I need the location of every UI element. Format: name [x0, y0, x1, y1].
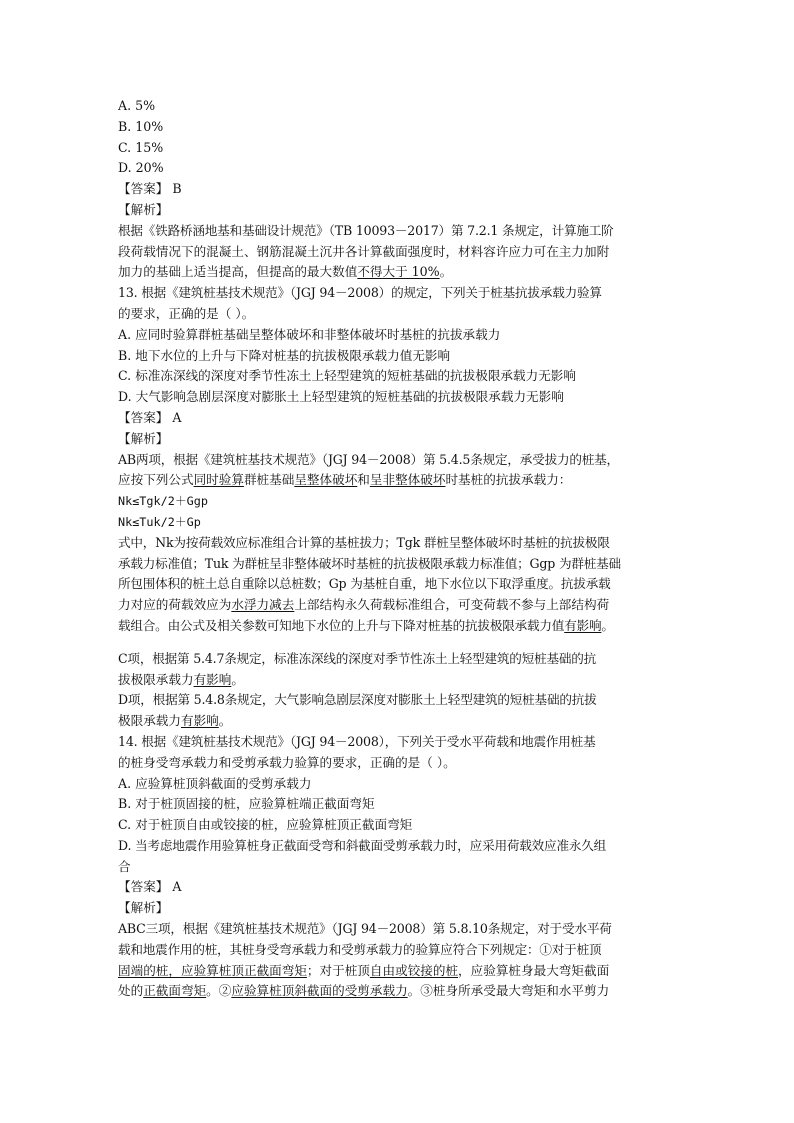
- explanation-line: [118, 711, 678, 732]
- underlined-text: 呈非整体破坏: [369, 472, 446, 488]
- underlined-text: 水浮力减去: [231, 597, 295, 613]
- formula: Nk≤Tgk/2＋Ggp: [118, 494, 208, 509]
- text-span: ，应验算桩身最大弯矩截面: [458, 962, 610, 978]
- question-stem: 13. 根据《建筑桩基技术规范》（JGJ 94－2008）的规定，下列关于桩基抗拔承载力验算: [118, 285, 602, 301]
- text-span: 时基桩的抗拔承载力：: [445, 472, 572, 488]
- analysis-label: 【解析】: [118, 430, 169, 446]
- text-span: 。③桩身所承受最大弯矩和水平剪力: [407, 983, 610, 999]
- explanation-line: [118, 595, 678, 616]
- answer-line: 【答案】 A: [118, 409, 182, 425]
- explanation-line: [118, 961, 678, 982]
- option-d: D. 大气影响急剧层深度对膨胀土上轻型建筑的短桩基础的抗拔极限承载力无影响: [118, 389, 564, 405]
- text-span: 。②: [206, 983, 232, 999]
- explanation-line: D项，根据第 5.4.8条规定，大气影响急剧层深度对膨胀土上轻型建筑的短桩基础的抗拔: [118, 692, 597, 708]
- text-span: 处的: [118, 983, 144, 999]
- underlined-text: 呈整体破坏: [294, 472, 358, 488]
- option-d-continued: 合: [118, 858, 131, 874]
- underlined-text: 有影响: [564, 617, 602, 633]
- underlined-text: 应验算桩顶斜截面的受剪承载力: [231, 983, 408, 999]
- option-c: C. 标准冻深线的深度对季节性冻土上轻型建筑的短桩基础的抗拔极限承载力无影响: [118, 368, 576, 384]
- explanation-line: 式中，Nk为按荷载效应标准组合计算的基桩拔力；Tgk 群桩呈整体破坏时基桩的抗拔极限: [118, 534, 610, 550]
- option-a: A. 5%: [118, 98, 156, 113]
- option-c: C. 对于桩顶自由或铰接的桩，应验算桩顶正截面弯矩: [118, 817, 413, 833]
- text-span: 。: [231, 671, 244, 687]
- explanation-line: 根据《铁路桥涵地基和基础设计规范》（TB 10093－2017）第 7.2.1 条规定，计算施工阶: [118, 222, 614, 238]
- text-span: ；对于桩顶: [306, 962, 370, 978]
- text-span: 载组合。由公式及相关参数可知地下水位的上升与下降对桩基的抗拔极限承载力值: [118, 617, 565, 633]
- spacer: [0, 637, 794, 649]
- text-span: 加力的基础上适当提高，但提高的最大数值: [118, 264, 358, 280]
- text-span: 力对应的荷载效应为: [118, 597, 232, 613]
- analysis-label: 【解析】: [118, 900, 169, 916]
- option-a: A. 应验算桩顶斜截面的受剪承载力: [118, 775, 312, 791]
- option-b: B. 地下水位的上升与下降对桩基的抗拔极限承载力值无影响: [118, 347, 451, 363]
- underlined-text: 有影响: [180, 713, 219, 729]
- explanation-line: AB两项，根据《建筑桩基技术规范》（JGJ 94－2008）第 5.4.5条规定，承受拔力的桩基，: [118, 451, 619, 467]
- text-span: 。: [601, 617, 614, 633]
- option-b: B. 对于桩顶固接的桩，应验算桩端正截面弯矩: [118, 796, 375, 812]
- text-span: 。: [218, 713, 232, 729]
- explanation-line: ABC三项，根据《建筑桩基技术规范》（JGJ 94－2008）第 5.8.10条规定，对于受水平荷: [118, 921, 612, 937]
- question-stem: 的要求，正确的是（ ）。: [118, 305, 255, 321]
- underlined-text: 正截面弯矩: [143, 983, 207, 999]
- text-span: 拔极限承载力: [118, 671, 194, 687]
- option-c: C. 15%: [118, 139, 164, 155]
- explanation-line: [118, 262, 678, 283]
- answer-line: 【答案】 B: [118, 181, 182, 197]
- underlined-text: 不得大于 10%: [357, 264, 440, 280]
- text-span: 和: [357, 472, 370, 488]
- explanation-line: C项，根据第 5.4.7条规定，标准冻深线的深度对季节性冻土上轻型建筑的短桩基础的抗: [118, 650, 597, 666]
- explanation-line: [118, 981, 678, 1002]
- explanation-line: 段荷载情况下的混凝土、钢筋混凝土沉井各计算截面强度时，材料容许应力可在主力加附: [118, 243, 610, 259]
- text-span: 应按下列公式: [118, 472, 194, 488]
- explanation-line: 承载力标准值；Tuk 为群桩呈非整体破坏时基桩的抗拔极限承载力标准值；Ggp 为群桩基础: [118, 555, 621, 571]
- question-stem: 的桩身受弯承载力和受剪承载力验算的要求，正确的是（ ）。: [118, 754, 456, 770]
- question-stem: 14. 根据《建筑桩基技术规范》（JGJ 94－2008），下列关于受水平荷载和地震作用桩基: [118, 733, 596, 749]
- explanation-line: 载和地震作用的桩，其桩身受弯承载力和受剪承载力的验算应符合下列规定：①对于桩顶: [118, 941, 602, 957]
- formula: Nk≤Tuk/2＋Gp: [118, 514, 201, 529]
- option-a: A. 应同时验算群桩基础呈整体破坏和非整体破坏时基桩的抗拔承载力: [118, 326, 501, 342]
- text-span: 群桩基础: [243, 472, 295, 488]
- explanation-line: [118, 616, 678, 637]
- document-page: [0, 96, 794, 1002]
- analysis-label: 【解析】: [118, 201, 169, 217]
- option-d: D. 当考虑地震作用验算桩身正截面受弯和斜截面受剪承载力时，应采用荷载效应准永久组: [118, 837, 607, 853]
- explanation-line: [118, 670, 678, 691]
- explanation-line: 所包围体积的桩土总自重除以总桩数；Gp 为基桩自重，地下水位以下取浮重度。抗拔承载: [118, 576, 611, 592]
- text-span: 。: [439, 264, 453, 280]
- underlined-text: 固端的桩，应验算桩顶正截面弯矩: [118, 962, 307, 978]
- underlined-text: 自由或铰接的桩: [369, 962, 459, 978]
- underlined-text: 有影响: [193, 671, 232, 687]
- explanation-line: [118, 470, 678, 491]
- option-d: D. 20%: [118, 160, 164, 176]
- underlined-text: 同时验算: [193, 472, 244, 488]
- text-span: 极限承载力: [118, 713, 181, 729]
- answer-line: 【答案】 A: [118, 879, 182, 895]
- text-span: 上部结构永久荷载标准组合，可变荷载不参与上部结构荷: [294, 597, 610, 613]
- option-b: B. 10%: [118, 118, 164, 134]
